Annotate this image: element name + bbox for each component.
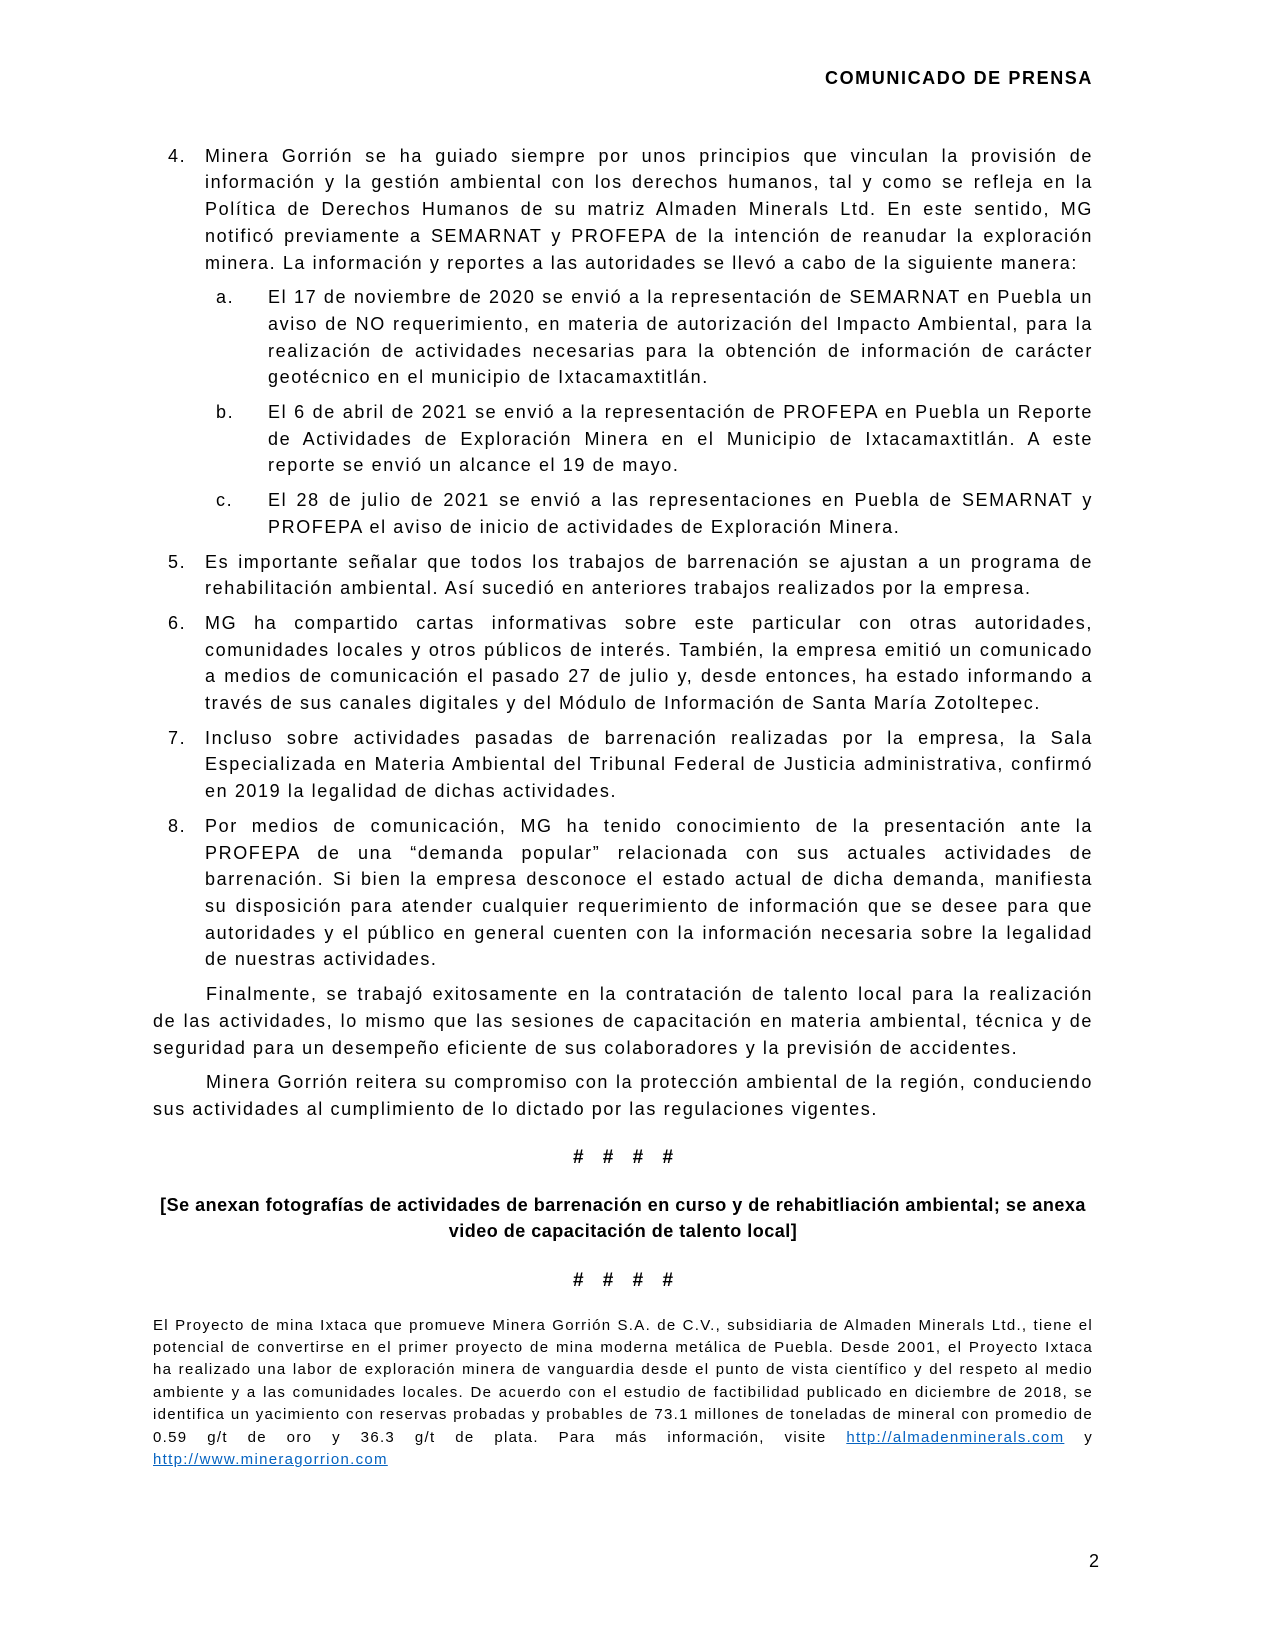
footer-paragraph bbox=[153, 1315, 1093, 1472]
link-almadenminerals[interactable]: http://almadenminerals.com bbox=[846, 1428, 1065, 1446]
list-item-8 bbox=[153, 813, 1093, 973]
list-marker: 8. bbox=[168, 815, 187, 836]
sublist-item-text: El 17 de noviembre de 2020 se envió a la representación de SEMARNAT en Puebla un aviso de NO requerimiento, en materia de autorización del Impacto Ambiental, para la realización de actividades necesarias para la obtención de información de carácter geotécnico en el municipio de Ixtacamaxtitlán. bbox=[268, 287, 1093, 388]
footer-conjunction: y bbox=[1084, 1428, 1093, 1446]
sublist-marker: a. bbox=[216, 287, 235, 308]
annex-note: [Se anexan fotografías de actividades de barrenación en curso y de rehabitliación ambiental; se anexa video de capacitación de talento local] bbox=[160, 1194, 1086, 1241]
list-item-text: Incluso sobre actividades pasadas de barrenación realizadas por la empresa, la Sala Especializada en Materia Ambiental del Tribunal Federal de Justicia administrativa, confirmó en 2019 la legalidad de dichas actividades. bbox=[205, 727, 1093, 802]
sublist-item-a bbox=[153, 284, 1093, 391]
hash-separator-1: # # # # bbox=[572, 1146, 674, 1168]
list-item-6 bbox=[153, 610, 1093, 717]
list-item-5 bbox=[153, 549, 1093, 602]
list-item-text: Es importante señalar que todos los trabajos de barrenación se ajustan a un programa de rehabilitación ambiental. Así sucedió en anteriores trabajos realizados por la empresa. bbox=[205, 551, 1093, 599]
page-number: 2 bbox=[1088, 1551, 1099, 1571]
link-mineragorrion[interactable]: http://www.mineragorrion.com bbox=[153, 1451, 388, 1469]
list-item-text: MG ha compartido cartas informativas sobre este particular con otras autoridades, comunidades locales y otros públicos de interés. También, la empresa emitió un comunicado a medios de comunicación el pasado 27 de julio y, desde entonces, ha estado informando a través de sus canales digitales y del Módulo de Información de Santa María Zotoltepec. bbox=[205, 612, 1093, 714]
sublist-item-text: El 6 de abril de 2021 se envió a la representación de PROFEPA en Puebla un Reporte de Actividades de Exploración Minera en el Municipio de Ixtacamaxtitlán. A este reporte se envió un alcance el 19 de mayo. bbox=[268, 402, 1093, 476]
list-marker: 5. bbox=[168, 551, 187, 572]
list-item-text: Por medios de comunicación, MG ha tenido conocimiento de la presentación ante la PROFEPA de una “demanda popular” relacionada con sus actuales actividades de barrenación. Si bien la empresa desconoce el estado actual de dicha demanda, manifiesta su disposición para atender cualquier requerimiento de información que se desee para que autoridades y el público en general cuenten con la información necesaria sobre la legalidad de nuestras actividades. bbox=[205, 815, 1093, 970]
list-item-text: Minera Gorrión se ha guiado siempre por unos principios que vinculan la provisión de información y la gestión ambiental con los derechos humanos, tal y como se refleja en la Política de Derechos Humanos de su matriz Almaden Minerals Ltd. En este sentido, MG notificó previamente a SEMARNAT y PROFEPA de la intención de reanudar la exploración minera. La información y reportes a las autoridades se llevó a cabo de la siguiente manera: bbox=[205, 145, 1093, 273]
sublist-item-text: El 28 de julio de 2021 se envió a las representaciones en Puebla de SEMARNAT y PROFEPA el aviso de inicio de actividades de Exploración Minera. bbox=[268, 490, 1093, 537]
list-item-4 bbox=[153, 143, 1093, 277]
hash-separator-2: # # # # bbox=[572, 1269, 674, 1291]
sublist-item-c bbox=[153, 487, 1093, 540]
page-header: COMUNICADO DE PRENSA bbox=[824, 68, 1093, 88]
sublist-marker: b. bbox=[216, 402, 235, 423]
list-item-7 bbox=[153, 725, 1093, 805]
closing-paragraph-2: Minera Gorrión reitera su compromiso con la protección ambiental de la región, conduciendo sus actividades al cumplimiento de lo dictado por las regulaciones vigentes. bbox=[153, 1072, 1093, 1119]
list-marker: 6. bbox=[168, 612, 187, 633]
list-marker: 7. bbox=[168, 727, 187, 748]
sublist-item-b bbox=[153, 399, 1093, 479]
list-marker: 4. bbox=[168, 145, 187, 166]
sublist-marker: c. bbox=[216, 490, 234, 511]
closing-paragraph-1: Finalmente, se trabajó exitosamente en la contratación de talento local para la realización de las actividades, lo mismo que las sesiones de capacitación en materia ambiental, técnica y de seguridad para un desempeño eficiente de sus colaboradores y la previsión de accidentes. bbox=[153, 984, 1093, 1058]
footer-text: El Proyecto de mina Ixtaca que promueve Minera Gorrión S.A. de C.V., subsidiaria de Almaden Minerals Ltd., tiene el potencial de convertirse en el primer proyecto de mina moderna metálica de Puebla. Desde 2001, el Proyecto Ixtaca ha realizado una labor de exploración minera de vanguardia desde el punto de vista científico y del respeto al medio ambiente y a las comunidades locales. De acuerdo con el estudio de factibilidad publicado en diciembre de 2018, se identifica un yacimiento con reservas probadas y probables de 73.1 millones de toneladas de mineral con promedio de 0.59 g/t de oro y 36.3 g/t de plata. Para más información, visite bbox=[153, 1316, 1093, 1446]
